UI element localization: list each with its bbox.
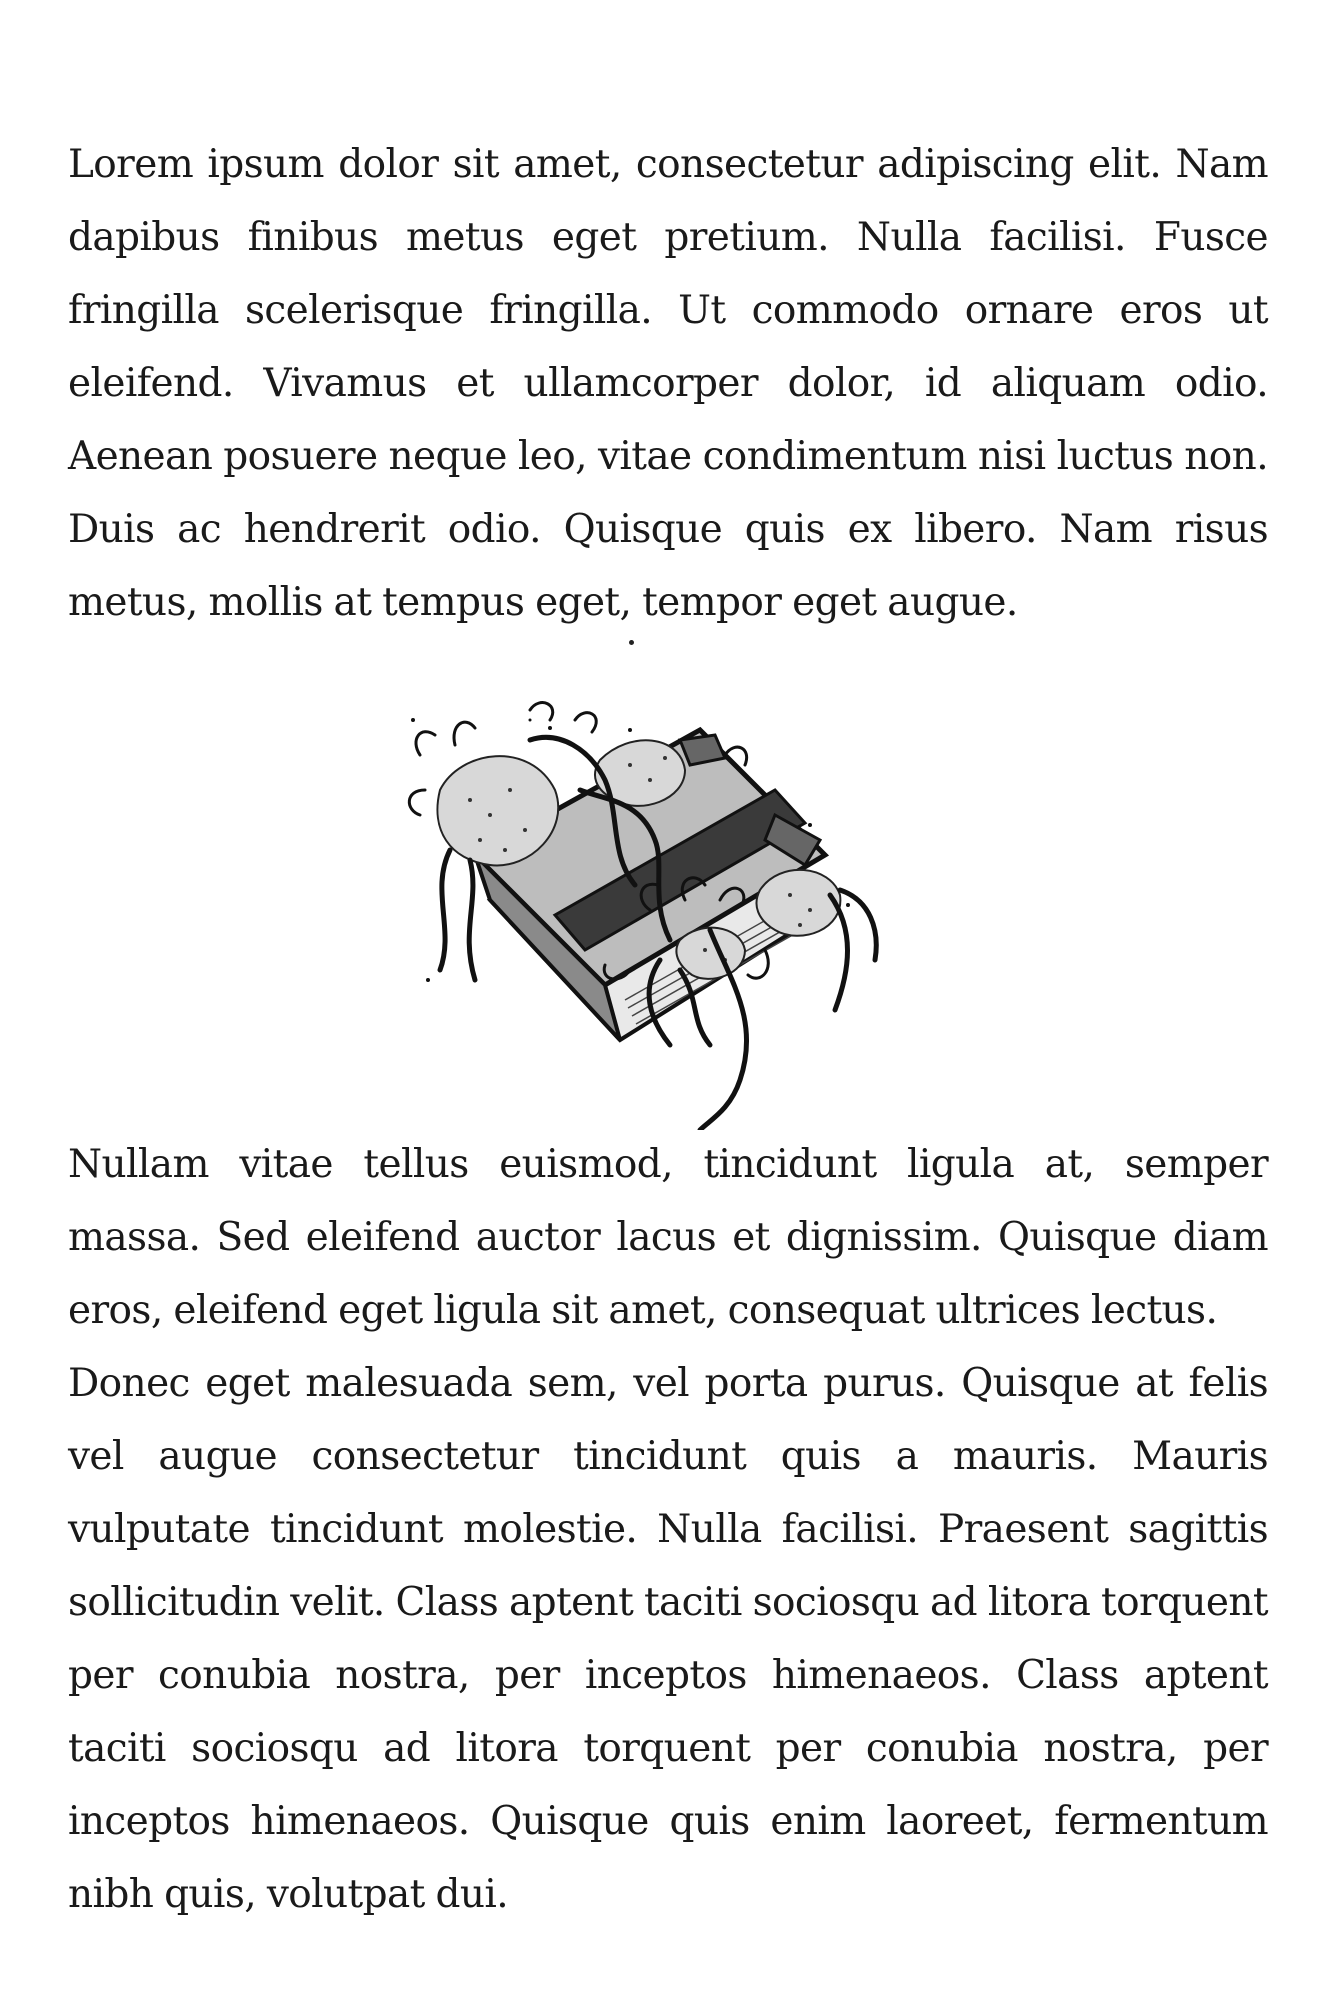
paragraph-third: Donec eget malesuada sem, vel porta purus. Quisque at felis vel augue consectetur tincidunt quis a mauris. Mauris vulputate tincidunt molestie. Nulla facilisi. Praesent sagittis sollicitudin velit. Class aptent taciti sociosqu ad litora torquent per conubia nostra, per inceptos himenaeos. Class aptent taciti sociosqu ad litora torquent per conubia nostra, per inceptos himenaeos. Quisque quis enim laoreet, fermentum nibh quis, volutpat dui. xyxy=(68,1361,1268,1917)
paragraph-second: Nullam vitae tellus euismod, tincidunt ligula at, semper massa. Sed eleifend auctor lacus et dignissim. Quisque diam eros, eleifend eget ligula sit amet, consequat ultrices lectus. xyxy=(68,1142,1268,1333)
paragraph-intro: Lorem ipsum dolor sit amet, consectetur adipiscing elit. Nam dapibus finibus metus eget pretium. Nulla facilisi. Fusce fringilla scelerisque fringilla. Ut commodo ornare eros ut eleifend. Vivamus et ullamcorper dolor, id aliquam odio. Aenean posuere neque leo, vitae condimentum nisi luctus non. Duis ac hendrerit odio. Quisque quis ex libero. Nam risus metus, mollis at tempus eget, tempor eget augue. xyxy=(68,142,1268,625)
overgrown-book-icon xyxy=(380,640,940,1130)
